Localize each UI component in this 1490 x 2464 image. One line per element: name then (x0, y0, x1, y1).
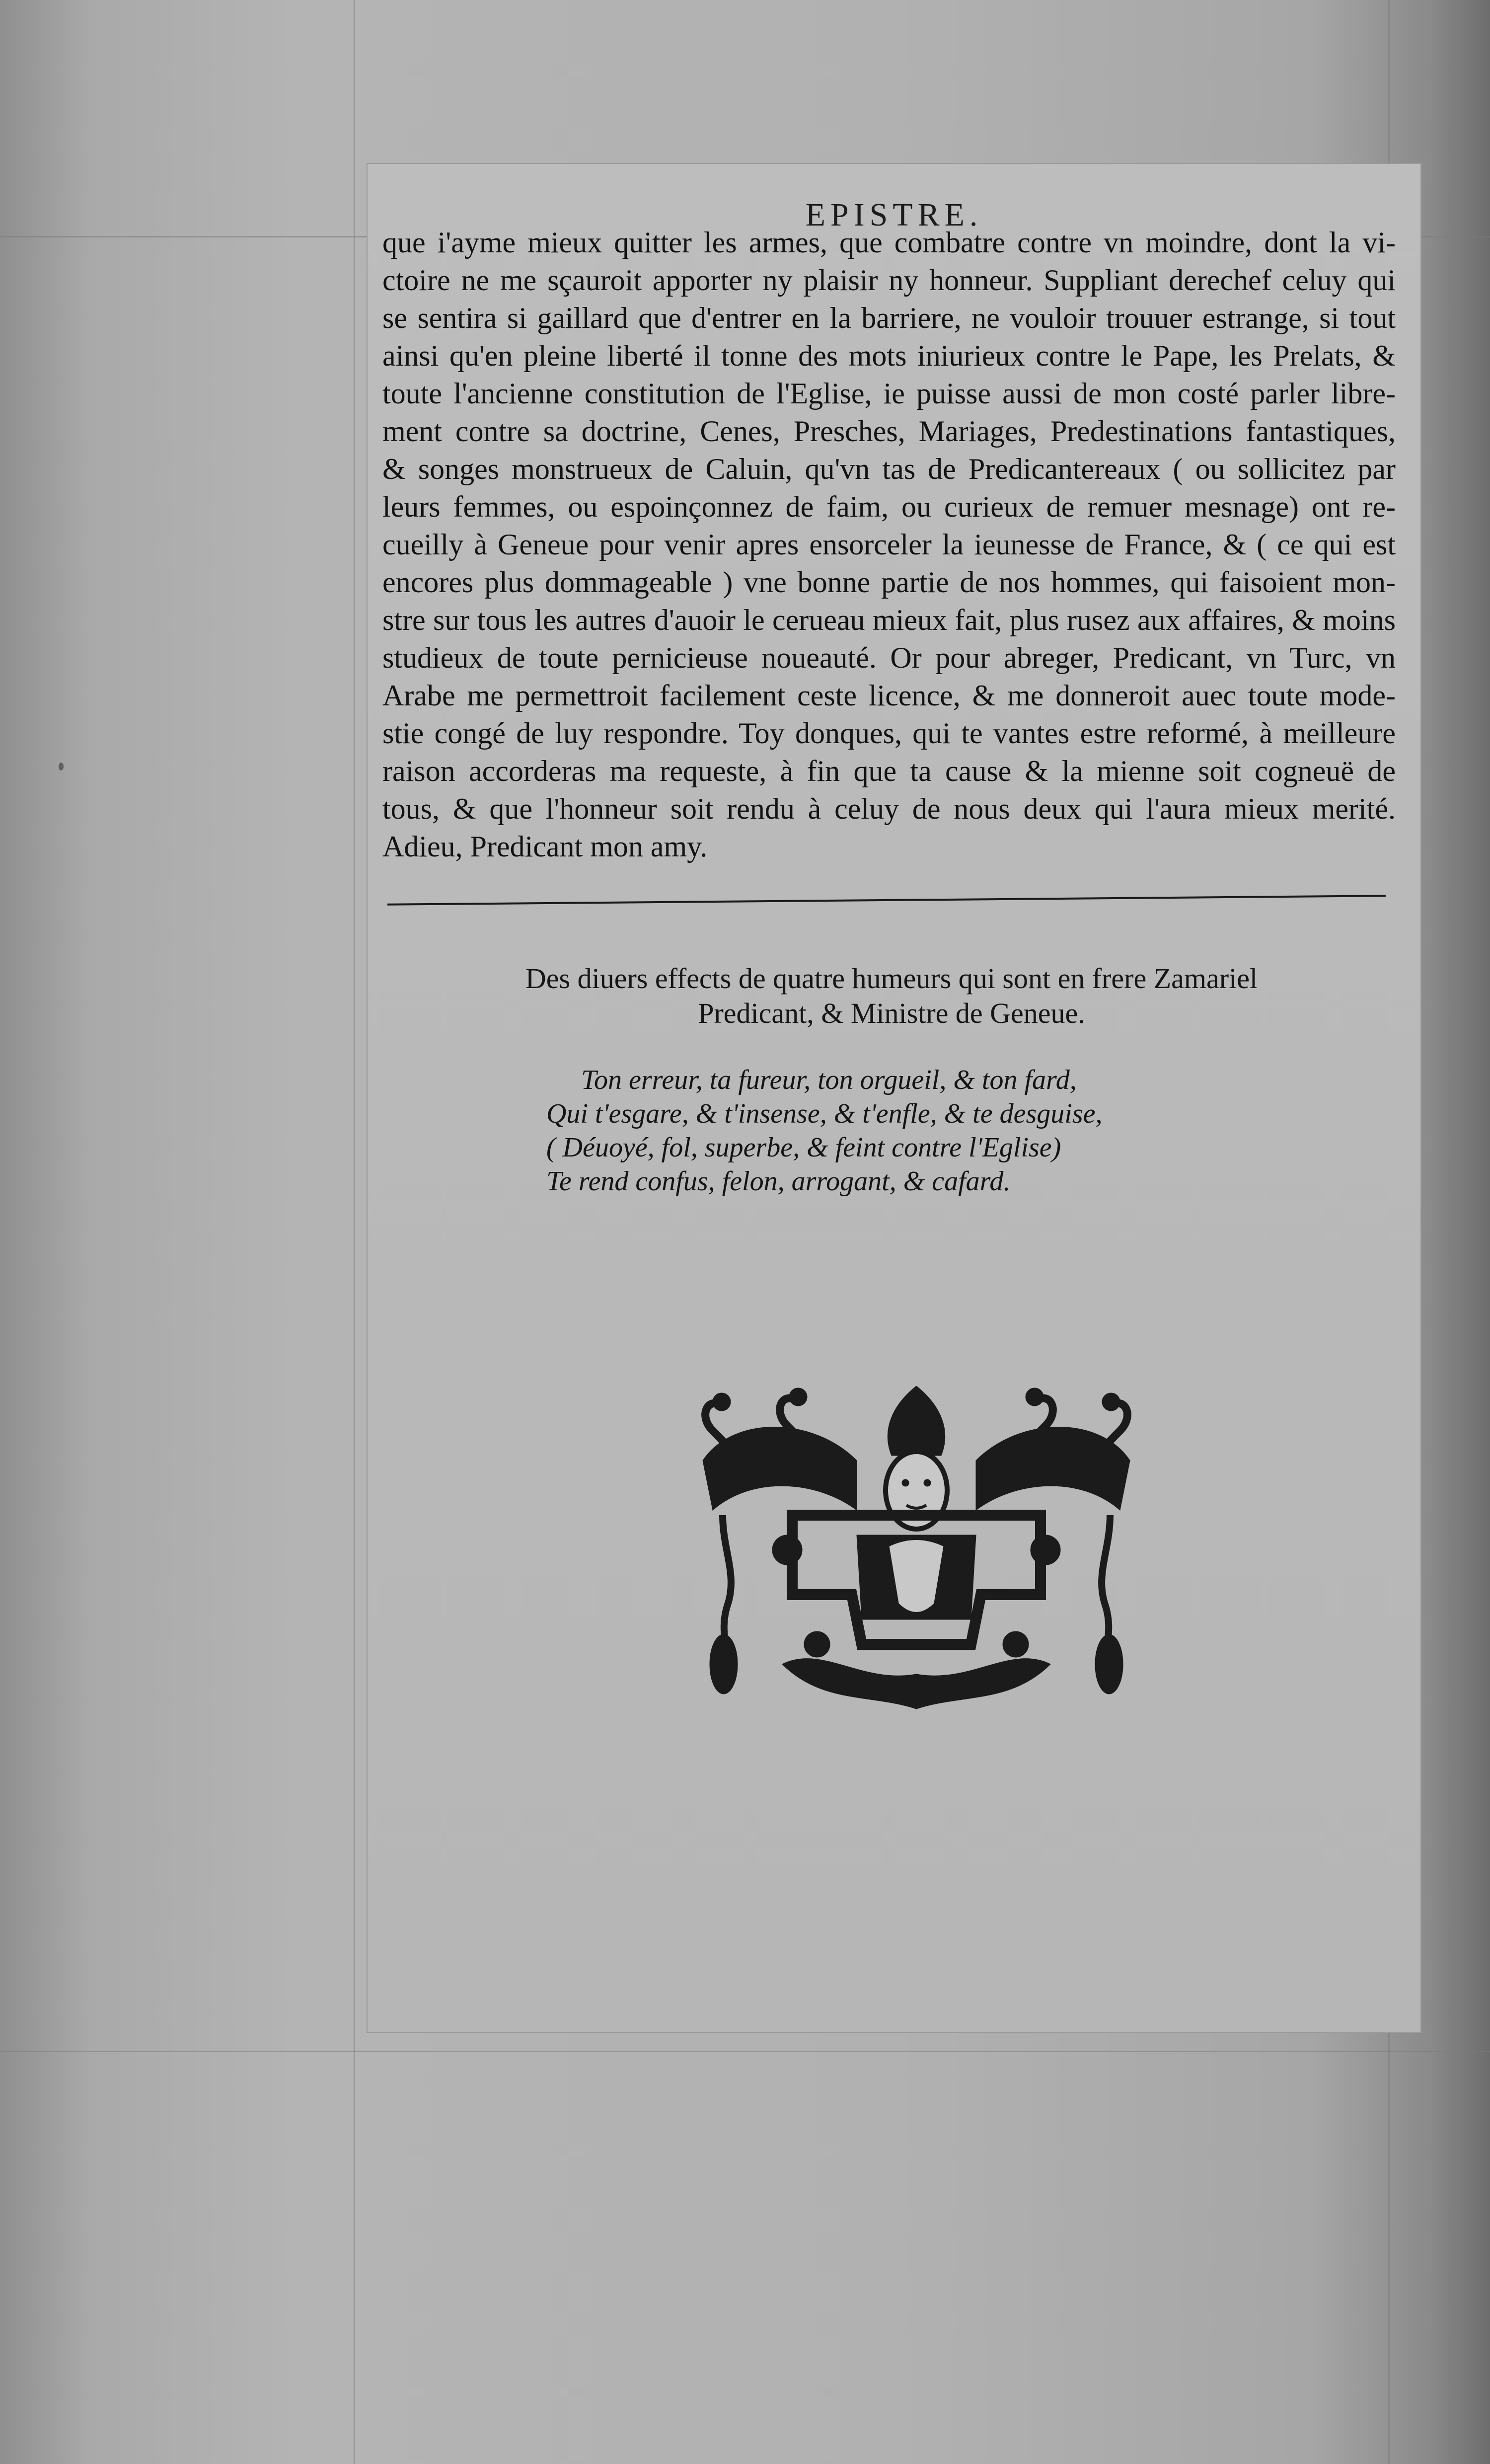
text-line: & songes monstrueux de Caluin, qu'vn tas de Predicantereaux ( ou sollicitez par (382, 453, 1396, 485)
text-line: encores plus dommageable ) vne bonne partie de nos hommes, qui faisoient mon- (382, 566, 1396, 599)
text-line: que i'ayme mieux quitter les armes, que combatre contre vn moindre, dont la vi- (382, 226, 1396, 259)
paper-crease (354, 0, 355, 2464)
woodcut-headpiece-ornament-icon (693, 1386, 1140, 1714)
closing-line: Adieu, Predicant mon amy. (382, 830, 708, 863)
poem-heading-line: Predicant, & Ministre de Geneue. (698, 997, 1085, 1029)
quatrain (546, 1063, 1291, 1198)
text-line: stre sur tous les autres d'auoir le cerueau mieux fait, plus rusez aux affaires, & moins (382, 604, 1396, 636)
text-line: toute l'ancienne constitution de l'Eglise, ie puisse aussi de mon costé parler libre- (382, 377, 1396, 410)
text-line: stie congé de luy respondre. Toy donques, qui te vantes estre reformé, à meilleure (382, 717, 1396, 750)
text-line: se sentira si gaillard que d'entrer en la barriere, ne vouloir trouuer estrange, si tout (382, 302, 1396, 334)
poem-heading (377, 961, 1406, 1031)
paper-crease (0, 2051, 1490, 2052)
epistle-text (382, 224, 1396, 865)
text-line: ment contre sa doctrine, Cenes, Presches, Mariages, Predestinations fantastiques, (382, 415, 1396, 448)
verse-line: ( Déuoyé, fol, superbe, & feint contre l'Eglise) (546, 1132, 1061, 1163)
poem-heading-line: Des diuers effects de quatre humeurs qui sont en frere Zamariel (525, 962, 1258, 995)
text-line: leurs femmes, ou espoinçonnez de faim, ou curieux de remuer mesnage) ont re- (382, 490, 1396, 523)
ink-speck (59, 763, 64, 770)
verse-line: Te rend confus, felon, arrogant, & cafard. (546, 1166, 1011, 1197)
text-line: raison accorderas ma requeste, à fin que ta cause & la mienne soit cogneuë de (382, 755, 1396, 787)
text-line: tous, & que l'honneur soit rendu à celuy de nous deux qui l'aura mieux merité. (382, 792, 1396, 825)
text-line: ainsi qu'en pleine liberté il tonne des mots iniurieux contre le Pape, les Prelats, & (382, 339, 1396, 372)
text-line: cueilly à Geneue pour venir apres ensorceler la ieunesse de France, & ( ce qui est (382, 528, 1396, 561)
text-line: ctoire ne me sçauroit apporter ny plaisir ny honneur. Suppliant derechef celuy qui (382, 264, 1396, 297)
verse-line: Qui t'esgare, & t'insense, & t'enfle, & te desguise, (546, 1098, 1103, 1129)
text-line: studieux de toute pernicieuse noueauté. Or pour abreger, Predicant, vn Turc, vn (382, 641, 1396, 674)
running-head: EPISTRE. (805, 197, 983, 233)
verse-line: Ton erreur, ta fureur, ton orgueil, & ton fard, (581, 1065, 1077, 1095)
text-line: Arabe me permettroit facilement ceste licence, & me donneroit auec toute mode- (382, 679, 1396, 712)
